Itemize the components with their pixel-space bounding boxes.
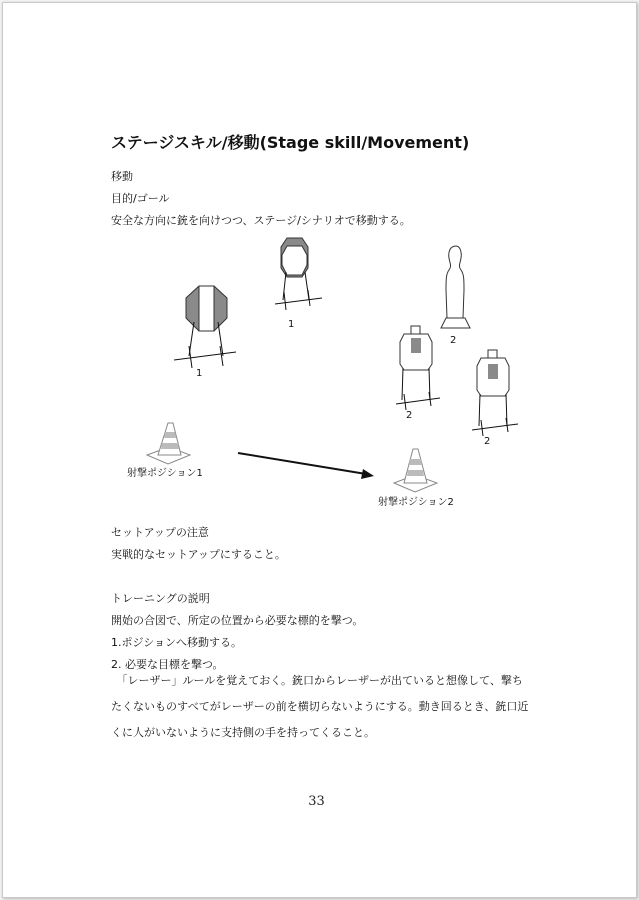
- page-title: ステージスキル/移動(Stage skill/Movement): [111, 133, 470, 152]
- movement-arrow: [238, 453, 374, 479]
- target-label-2b: 2: [406, 410, 413, 421]
- target-label-1a: 1: [196, 368, 203, 379]
- traffic-cone-1: [147, 423, 190, 464]
- step-2: 2. 必要な目標を撃つ。: [111, 658, 224, 671]
- training-text: 開始の合図で、所定の位置から必要な標的を撃つ。: [111, 614, 364, 627]
- laser-rule-paragraph: 「レーザー」ルールを覚えておく。銃口からレーザーが出ていると想像して、撃ちたくないものすべてがレーザーの前を横切らないようにする。動き回るとき、銃口近くに人がいないように支持側の手を持ってくること。: [111, 674, 529, 739]
- page-number: 33: [308, 794, 325, 809]
- steel-plate-target-1a: [174, 286, 236, 368]
- target-label-2c: 2: [484, 436, 491, 447]
- training-heading: トレーニングの説明: [111, 592, 210, 605]
- position2-label: 射撃ポジション2: [378, 497, 454, 508]
- ipsc-target-2b: [472, 350, 518, 436]
- position1-label: 射撃ポジション1: [127, 468, 203, 479]
- steel-plate-target-1b: [275, 238, 322, 310]
- goal-text: 安全な方向に銃を向けつつ、ステージ/シナリオで移動する。: [111, 214, 411, 227]
- target-label-2a: 2: [450, 335, 457, 346]
- traffic-cone-2: [394, 449, 437, 492]
- goal-heading: 目的/ゴール: [111, 192, 170, 205]
- step-1: 1.ポジションへ移動する。: [111, 636, 242, 649]
- ipsc-target-2a: [396, 326, 440, 410]
- section-movement: 移動: [111, 170, 133, 183]
- setup-text: 実戦的なセットアップにすること。: [111, 548, 286, 561]
- setup-heading: セットアップの注意: [111, 526, 209, 539]
- target-label-1b: 1: [288, 319, 295, 330]
- silhouette-target: [441, 246, 470, 328]
